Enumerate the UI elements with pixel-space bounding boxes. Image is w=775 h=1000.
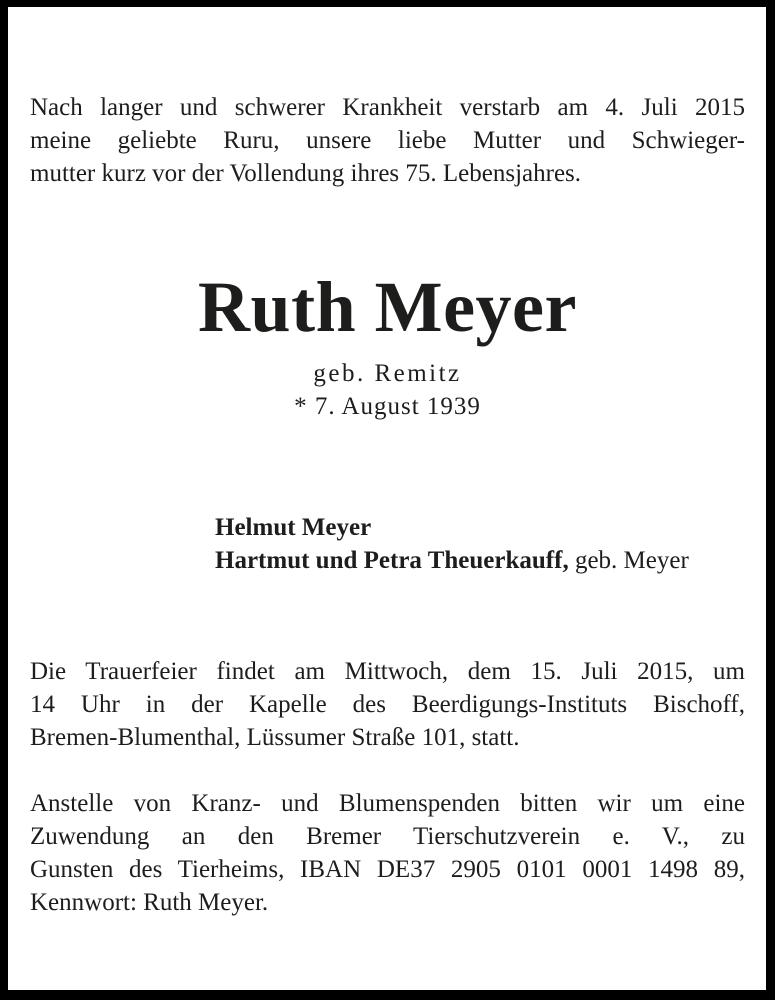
funeral-paragraph	[30, 655, 745, 754]
donation-line: Zuwendung an den Bremer Tierschutzverein e. V., zu	[30, 823, 745, 850]
funeral-line: 14 Uhr in der Kapelle des Beerdigungs-Instituts Bischoff,	[30, 691, 745, 718]
funeral-line: Die Trauerfeier findet am Mittwoch, dem 15. Juli 2015, um	[30, 658, 745, 685]
intro-line: mutter kurz vor der Vollendung ihres 75. Lebensjahres.	[30, 160, 582, 187]
mourner-name	[215, 511, 745, 544]
mourner-name	[215, 544, 745, 577]
maiden-name: geb. Remitz	[313, 360, 462, 387]
donation-paragraph	[30, 787, 745, 919]
intro-paragraph	[30, 91, 745, 190]
deceased-name: Ruth Meyer	[198, 267, 577, 347]
donation-line: Gunsten des Tierheims, IBAN DE37 2905 0101 0001 1498 89,	[30, 856, 745, 883]
mourner-name-bold: Helmut Meyer	[215, 514, 372, 541]
mourner-name-bold: Hartmut und Petra Theuerkauff,	[215, 547, 569, 574]
donation-line: Kennwort: Ruth Meyer.	[30, 889, 269, 916]
mourner-name-regular: geb. Meyer	[568, 547, 689, 574]
funeral-line: Bremen-Blumenthal, Lüssumer Straße 101, statt.	[30, 724, 520, 751]
intro-line: meine geliebte Ruru, unsere liebe Mutter und Schwieger-	[30, 127, 745, 154]
intro-line: Nach langer und schwerer Krankheit verstarb am 4. Juli 2015	[30, 94, 745, 121]
donation-line: Anstelle von Kranz- und Blumenspenden bitten wir um eine	[30, 790, 745, 817]
birth-date: * 7. August 1939	[294, 393, 481, 420]
mourners-list	[30, 511, 745, 577]
